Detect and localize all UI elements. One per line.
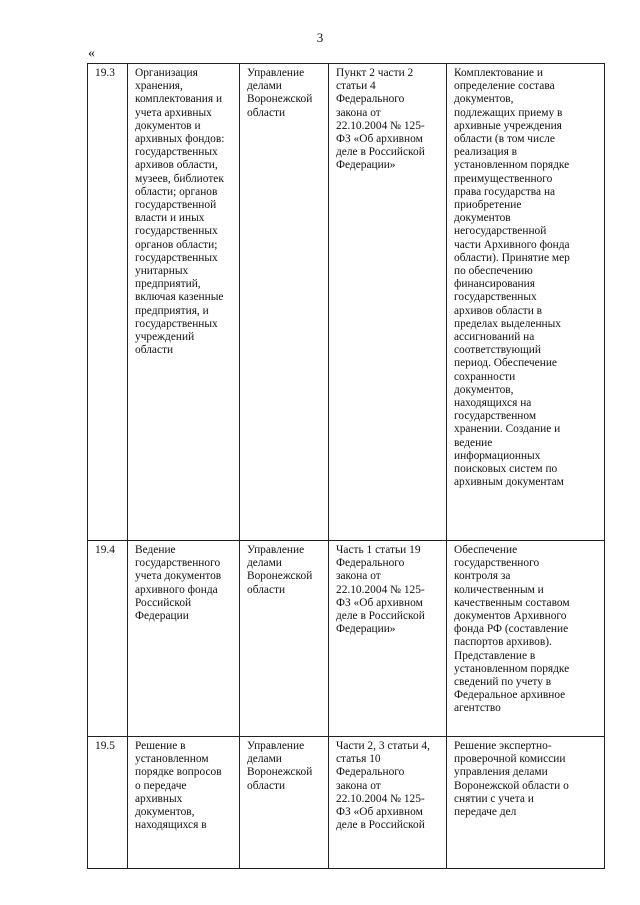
row-number-cell bbox=[88, 541, 128, 737]
description: Решение экспертно- проверочной комиссии управления делами Воронежской области о снятии с учета и передаче дел bbox=[454, 740, 569, 819]
authority-name: Решение в установленном порядке вопросов о передаче архивных документов, находящихся в bbox=[135, 740, 222, 832]
description-cell bbox=[447, 541, 605, 737]
row-number: 19.3 bbox=[95, 67, 115, 79]
authority-name: Ведение государственного учета документов архивного фонда Российской Федерации bbox=[135, 544, 222, 623]
legal-basis: Пункт 2 части 2 статьи 4 Федерального закона от 22.10.2004 № 125- ФЗ «Об архивном деле в Российской Федерации» bbox=[336, 67, 425, 172]
description: Обеспечение государственного контроля за количественным и качественным составом документов Архивного фонда РФ (составление паспортов архивов). Представление в установленном порядке сведений по учету в Федеральное архивное агентство bbox=[454, 544, 570, 715]
legal-basis-cell bbox=[329, 737, 447, 869]
executor-cell bbox=[240, 541, 329, 737]
page-number: 3 bbox=[316, 30, 324, 45]
authority-name-cell bbox=[128, 64, 240, 541]
executor: Управление делами Воронежской области bbox=[247, 740, 313, 792]
description-cell bbox=[447, 737, 605, 869]
description: Комплектование и определение состава документов, подлежащих приему в архивные учреждения области (в том числе реализация в установленном порядке преимущественного права государства на приобретение документов негосударственной части Архивного фонда области). Принятие мер по обеспечению финансирования государственных архивов области в пределах выделенных ассигнований на соответствующий период. Обеспечение сохранности документов, находящихся на государственном хранении. Создание и ведение информационных поисковых систем по архивным документам bbox=[454, 67, 570, 489]
legal-basis-cell bbox=[329, 64, 447, 541]
table-row bbox=[88, 541, 605, 737]
authority-name: Организация хранения, комплектования и учета архивных документов и архивных фондов: государственных архивов области, музеев, библиотек области; органов государственной власти и иных государственных органов области; государственных унитарных предприятий, включая казенные предприятия, и государственных учреждений области bbox=[135, 67, 225, 357]
legal-basis-cell bbox=[329, 541, 447, 737]
executor-cell bbox=[240, 737, 329, 869]
legal-basis: Часть 1 статьи 19 Федерального закона от 22.10.2004 № 125- ФЗ «Об архивном деле в Российской Федерации» bbox=[336, 544, 425, 636]
opening-quote-mark: « bbox=[88, 46, 95, 61]
row-number: 19.5 bbox=[95, 740, 115, 752]
table-row bbox=[88, 64, 605, 541]
executor-cell bbox=[240, 64, 329, 541]
table-row bbox=[88, 737, 605, 869]
executor: Управление делами Воронежской области bbox=[247, 544, 313, 596]
executor: Управление делами Воронежской области bbox=[247, 67, 313, 119]
row-number-cell bbox=[88, 64, 128, 541]
legal-basis: Части 2, 3 статьи 4, статья 10 Федерального закона от 22.10.2004 № 125- ФЗ «Об архивном деле в Российской bbox=[336, 740, 430, 832]
row-number: 19.4 bbox=[95, 544, 115, 556]
description-cell bbox=[447, 64, 605, 541]
authority-name-cell bbox=[128, 737, 240, 869]
authority-table bbox=[87, 63, 605, 869]
row-number-cell bbox=[88, 737, 128, 869]
authority-name-cell bbox=[128, 541, 240, 737]
